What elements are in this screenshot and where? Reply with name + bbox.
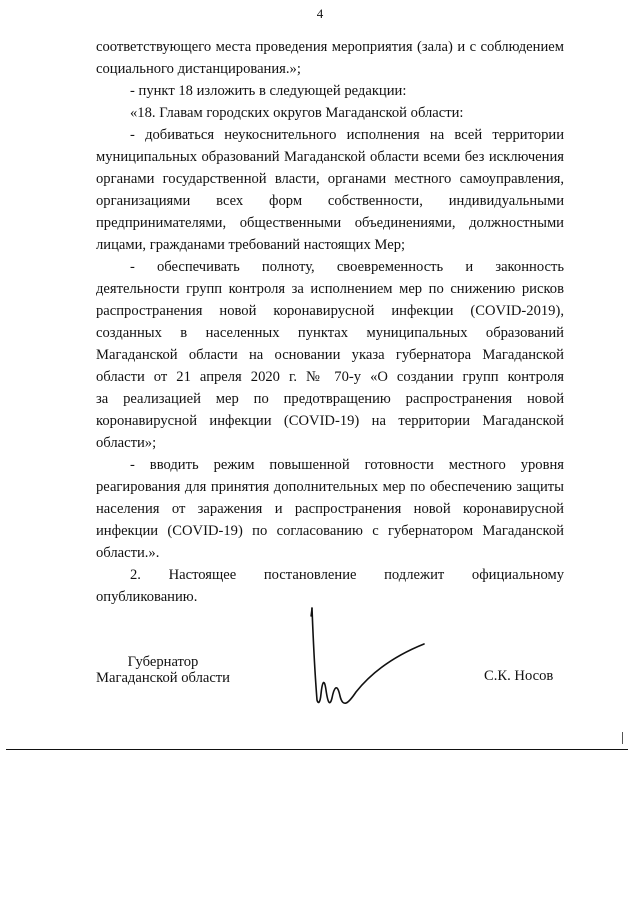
signatory-name: С.К. Носов (484, 668, 554, 684)
paragraph-line: муниципальных образований Магаданской области всеми без исключения (96, 149, 564, 165)
horizontal-rule (6, 749, 628, 750)
paragraph-line: созданных в населенных пунктах муниципальных образований (96, 325, 564, 341)
paragraph-line: - обеспечивать полноту, своевременность и законность (130, 259, 564, 275)
signatory-title (96, 654, 230, 686)
paragraph-line: деятельности групп контроля за исполнением мер по снижению рисков (96, 281, 564, 297)
paragraph-line: инфекции (COVID-19) по согласованию с губернатором Магаданской (96, 523, 564, 539)
paragraph-line: органами государственной власти, органами местного самоуправления, (96, 171, 564, 187)
document-body (96, 36, 564, 608)
paragraph-line: распространения новой коронавирусной инфекции (COVID-2019), (96, 303, 564, 319)
margin-mark (622, 732, 623, 744)
paragraph-line: предпринимателями, общественными объединениями, должностными (96, 215, 564, 231)
signatory-title-line-2: Магаданской области (96, 670, 230, 686)
paragraph-line: коронавирусной инфекции (COVID-19) на территории Магаданской (96, 413, 564, 429)
paragraph-line: области от 21 апреля 2020 г. № 70-у «О создании групп контроля (96, 369, 564, 385)
paragraph-line: Магаданской области на основании указа губернатора Магаданской (96, 347, 564, 363)
paragraph-line: - добиваться неукоснительного исполнения на всей территории (130, 127, 564, 143)
paragraph-line: - вводить режим повышенной готовности местного уровня (130, 457, 564, 473)
paragraph-line: области.». (96, 545, 160, 561)
paragraph-line: реагирования для принятия дополнительных мер по обеспечению защиты (96, 479, 564, 495)
paragraph-line: населения от заражения и распространения новой коронавирусной (96, 501, 564, 517)
paragraph-line: организациями всех форм собственности, индивидуальными (96, 193, 564, 209)
handwritten-signature (306, 604, 446, 714)
paragraph-line: 2. Настоящее постановление подлежит официальному (130, 567, 564, 583)
paragraph-line: за реализацией мер по предотвращению распространения новой (96, 391, 564, 407)
paragraph-line: «18. Главам городских округов Магаданской области: (130, 105, 464, 121)
paragraph-line: опубликованию. (96, 589, 198, 605)
page-number: 4 (316, 6, 324, 21)
signatory-title-line-1: Губернатор (127, 654, 199, 670)
paragraph-line: - пункт 18 изложить в следующей редакции: (130, 83, 407, 99)
paragraph-line: соответствующего места проведения мероприятия (зала) и с соблюдением (96, 39, 564, 55)
paragraph-line: области»; (96, 435, 157, 451)
paragraph-line: лицами, гражданами требований настоящих Мер; (96, 237, 406, 253)
paragraph-line: социального дистанцирования.»; (96, 61, 301, 77)
